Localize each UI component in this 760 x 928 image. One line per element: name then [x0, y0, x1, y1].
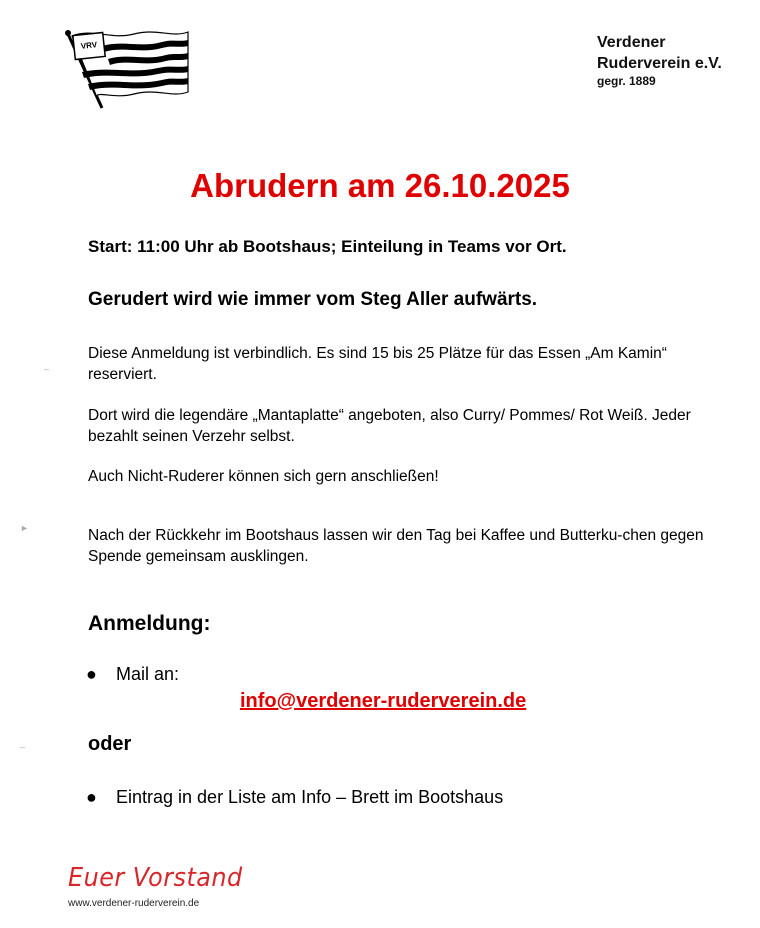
bullet-icon: ● [86, 787, 97, 807]
paragraph-menu: Dort wird die legendäre „Mantaplatte“ angeboten, also Curry/ Pommes/ Rot Weiß. Jeder bezahlt seinen Verzehr selbst. [88, 407, 691, 445]
margin-arrow-icon: ► [20, 523, 29, 533]
email-link[interactable]: info@verdener-ruderverein.de [240, 690, 527, 712]
margin-mark: – [44, 364, 50, 374]
page-title: Abrudern am 26.10.2025 [190, 167, 570, 204]
route-info: Gerudert wird wie immer vom Steg Aller aufwärts. [88, 289, 538, 310]
club-founded: gegr. 1889 [597, 74, 656, 88]
registration-heading: Anmeldung: [88, 612, 211, 635]
logo-text: VRV [80, 40, 98, 51]
paragraph-registration-binding: Diese Anmeldung ist verbindlich. Es sind 15 bis 25 Plätze für das Essen „Am Kamin“ reserviert. [88, 345, 667, 383]
mail-label: Mail an: [116, 664, 180, 684]
paragraph-non-rowers: Auch Nicht-Ruderer können sich gern anschließen! [88, 468, 439, 485]
list-item-board [86, 785, 503, 809]
club-name-line2: Ruderverein e.V. [597, 55, 722, 72]
signature: Euer Vorstand [68, 863, 243, 893]
list-entry-label: Eintrag in der Liste am Info – Brett im Bootshaus [116, 787, 504, 807]
bullet-icon: ● [86, 664, 97, 684]
website-url[interactable]: www.verdener-ruderverein.de [68, 898, 200, 909]
list-item-mail [86, 662, 179, 686]
start-info: Start: 11:00 Uhr ab Bootshaus; Einteilung in Teams vor Ort. [88, 237, 567, 256]
margin-mark: – [20, 742, 26, 752]
club-name-line1: Verdener [597, 34, 666, 51]
or-label: oder [88, 733, 132, 755]
club-name-block [597, 32, 722, 89]
vrv-flag-logo-icon [62, 26, 192, 112]
paragraph-return: Nach der Rückkehr im Bootshaus lassen wir den Tag bei Kaffee und Butterku-chen gegen Spende gemeinsam ausklingen. [88, 527, 704, 565]
